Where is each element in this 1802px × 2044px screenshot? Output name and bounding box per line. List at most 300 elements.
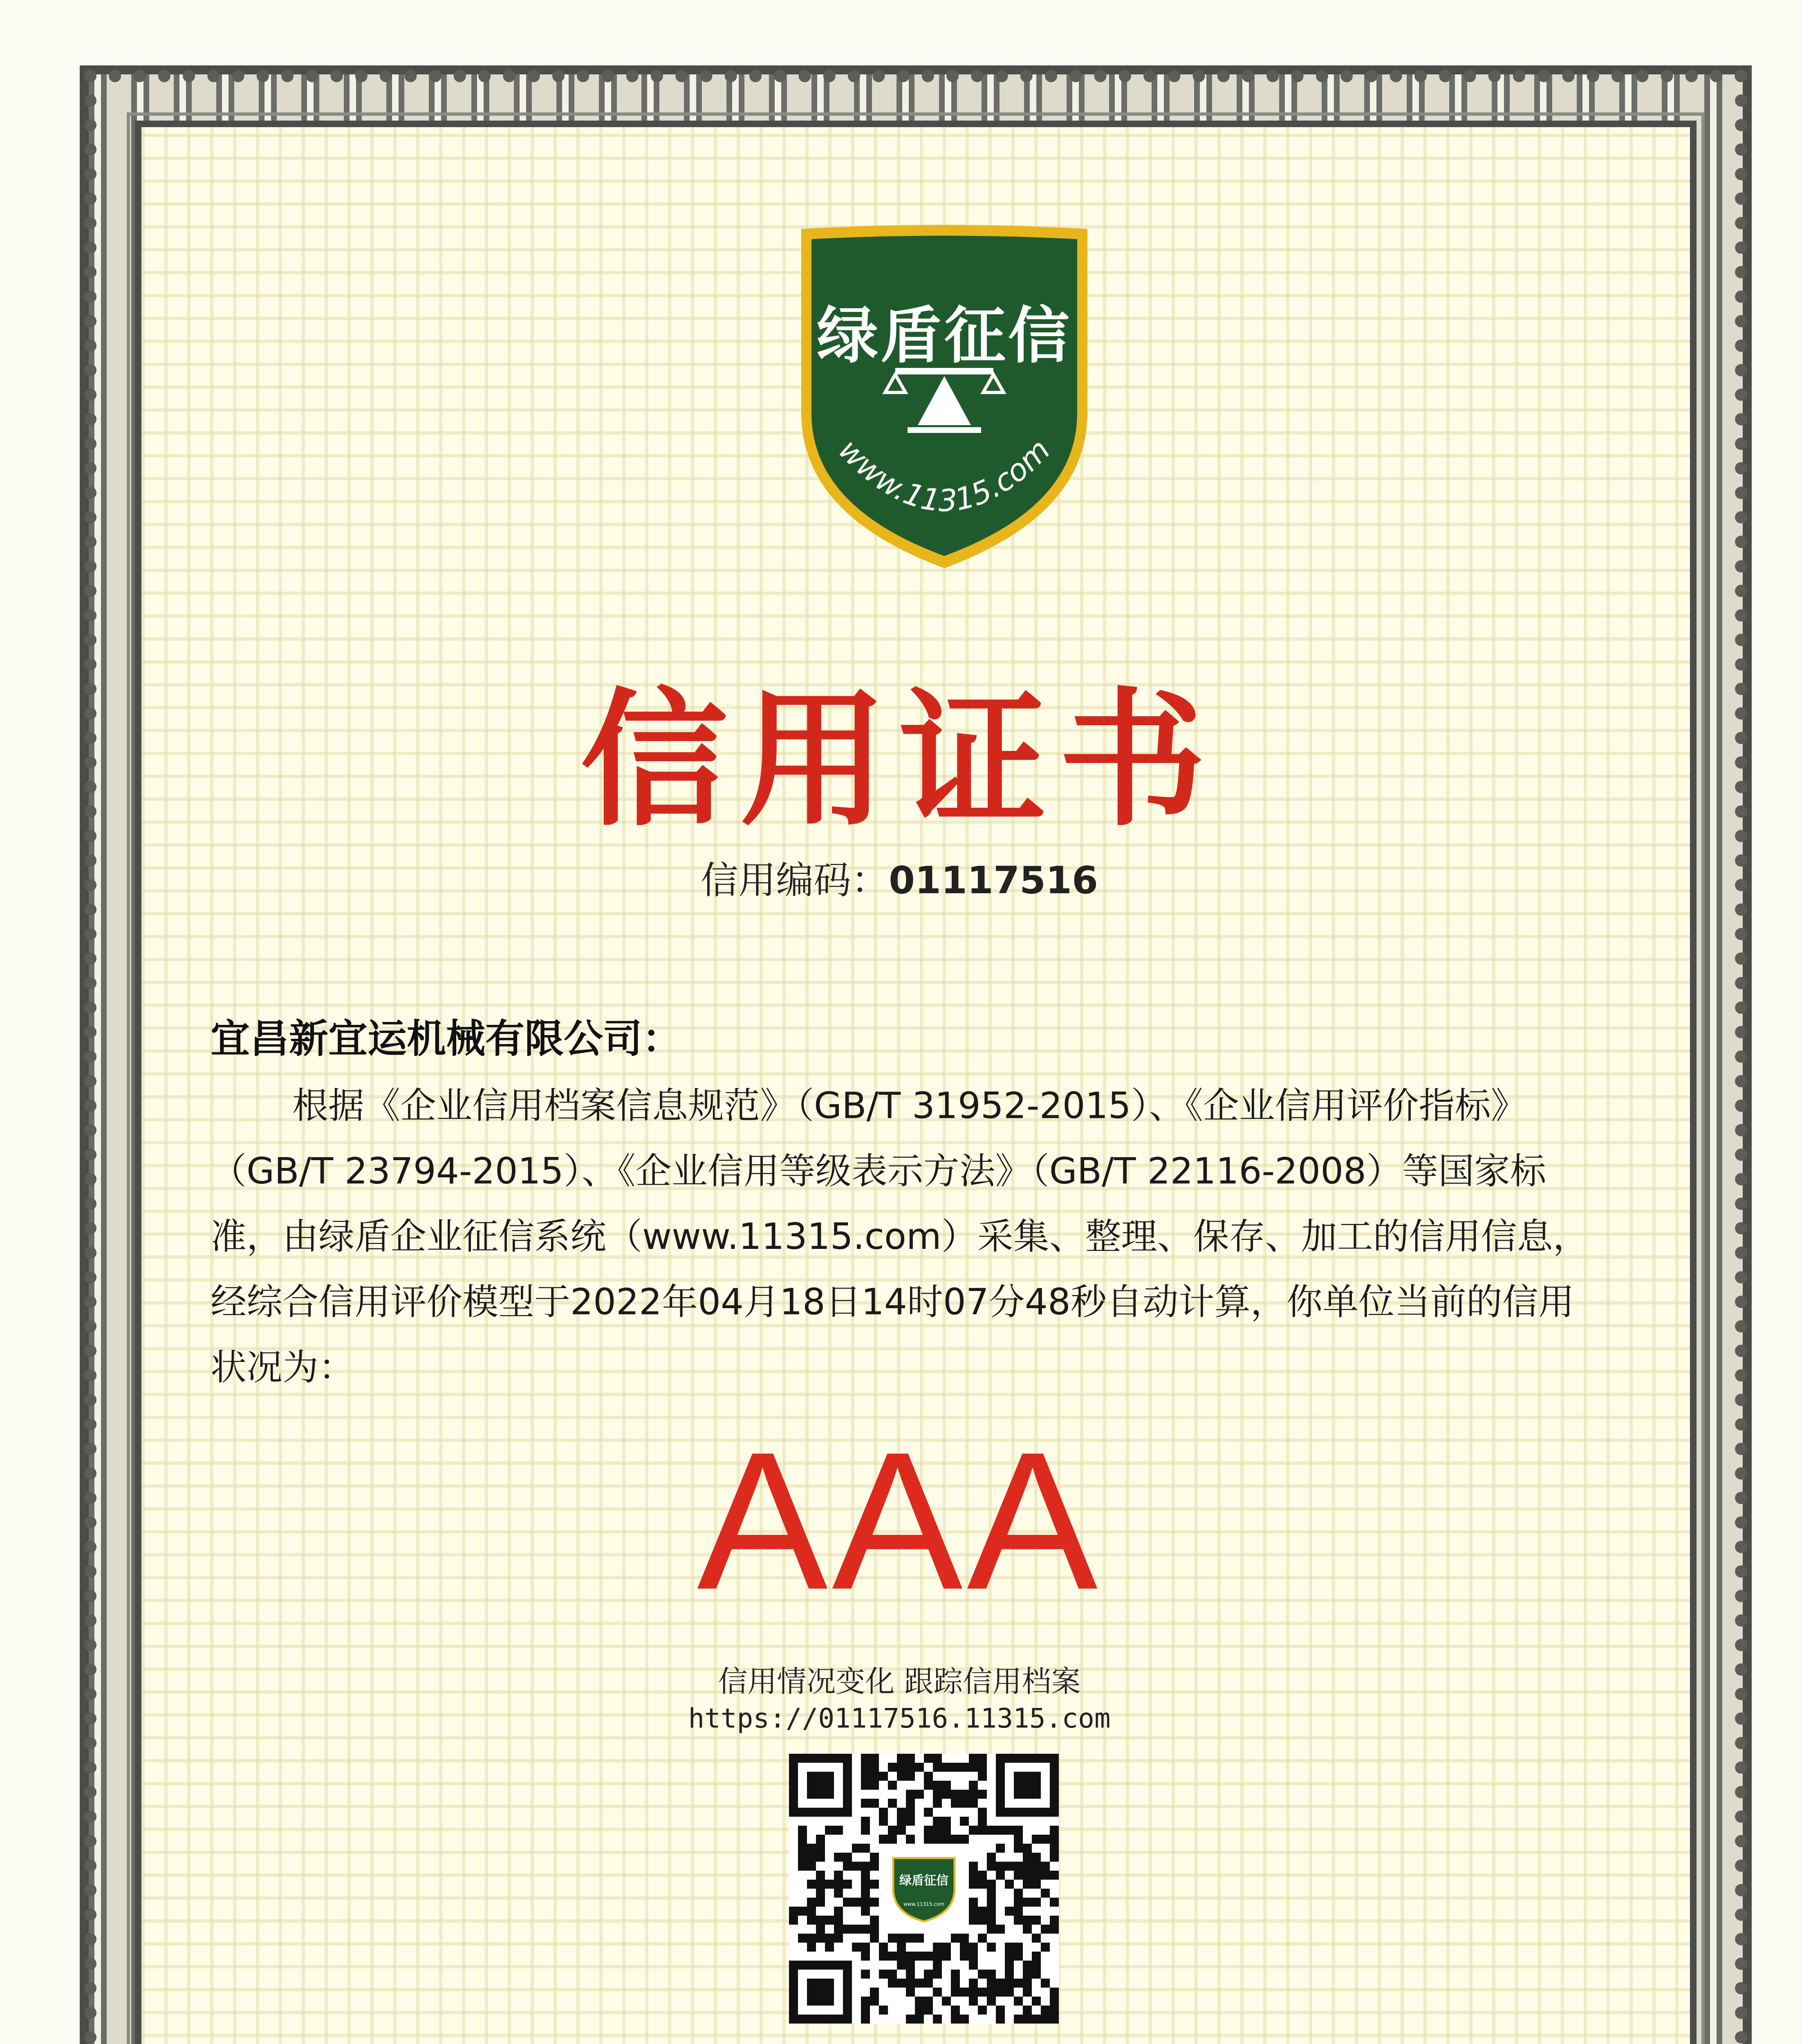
qr-module — [879, 1808, 888, 1817]
qr-module — [1023, 2006, 1032, 2015]
qr-module — [978, 1880, 987, 1889]
qr-module — [843, 1853, 852, 1862]
qr-module — [915, 1934, 924, 1943]
qr-module — [843, 1898, 852, 1907]
qr-module — [879, 1952, 888, 1961]
qr-module — [1023, 1862, 1032, 1871]
qr-module — [987, 1988, 996, 1997]
qr-module — [807, 1907, 816, 1916]
qr-module — [942, 1952, 951, 1961]
qr-module — [924, 1772, 933, 1781]
qr-module — [951, 1988, 960, 1997]
qr-module — [1050, 1826, 1059, 1835]
qr-module — [1005, 1988, 1014, 1997]
qr-module — [924, 1835, 933, 1844]
qr-module — [897, 1826, 906, 1835]
qr-module — [1032, 2015, 1041, 2024]
qr-module — [816, 1871, 825, 1880]
qr-module — [825, 1826, 834, 1835]
qr-module — [870, 1988, 879, 1997]
qr-module — [861, 1826, 870, 1835]
qr-module — [888, 1781, 897, 1790]
qr-module — [915, 1763, 924, 1772]
qr-module — [960, 2015, 969, 2024]
qr-module — [951, 1934, 960, 1943]
qr-module — [978, 1763, 987, 1772]
qr-module — [825, 1916, 834, 1925]
qr-module — [861, 1772, 870, 1781]
qr-module — [942, 1997, 951, 2006]
qr-finder-bottom-left — [789, 1961, 852, 2024]
qr-module — [915, 2015, 924, 2024]
qr-module — [987, 1826, 996, 1835]
qr-module — [1041, 1943, 1050, 1952]
qr-module — [1014, 1997, 1023, 2006]
qr-module — [942, 1943, 951, 1952]
qr-module — [870, 1763, 879, 1772]
qr-module — [834, 1925, 843, 1934]
qr-module — [861, 1970, 870, 1979]
qr-module — [861, 2006, 870, 2015]
credit-rating: AAA — [697, 1411, 1102, 1630]
qr-module — [834, 1889, 843, 1898]
qr-module — [906, 1934, 915, 1943]
qr-module — [924, 1826, 933, 1835]
qr-module — [978, 1826, 987, 1835]
qr-module — [1005, 1943, 1014, 1952]
qr-module — [897, 1961, 906, 1970]
qr-module — [1014, 1889, 1023, 1898]
qr-module — [933, 1961, 942, 1970]
qr-module — [906, 1817, 915, 1826]
qr-module — [1023, 1925, 1032, 1934]
qr-module — [1041, 1889, 1050, 1898]
qr-module — [996, 2006, 1005, 2015]
qr-module — [906, 1979, 915, 1988]
qr-module — [879, 1772, 888, 1781]
qr-module — [852, 1925, 861, 1934]
qr-module — [1023, 1844, 1032, 1853]
qr-module — [861, 2015, 870, 2024]
qr-module — [924, 1781, 933, 1790]
qr-module — [1014, 1916, 1023, 1925]
qr-module — [969, 1961, 978, 1970]
qr-module — [951, 1790, 960, 1799]
qr-module — [1014, 1862, 1023, 1871]
qr-module — [969, 1799, 978, 1808]
qr-module — [915, 2006, 924, 2015]
qr-module — [870, 1880, 879, 1889]
qr-module — [933, 1970, 942, 1979]
qr-module — [807, 1943, 816, 1952]
qr-module — [987, 1979, 996, 1988]
qr-module — [1005, 1826, 1014, 1835]
qr-module — [924, 1979, 933, 1988]
qr-module — [1014, 1952, 1023, 1961]
qr-module — [1041, 1862, 1050, 1871]
qr-module — [978, 2006, 987, 2015]
qr-center-label: 绿盾征信 — [899, 1874, 948, 1888]
qr-module — [933, 1988, 942, 1997]
qr-module — [861, 1889, 870, 1898]
qr-module — [816, 1835, 825, 1844]
qr-module — [951, 1799, 960, 1808]
qr-module — [951, 1835, 960, 1844]
qr-module — [942, 1817, 951, 1826]
qr-module — [951, 1979, 960, 1988]
qr-module — [870, 1925, 879, 1934]
qr-module — [852, 1862, 861, 1871]
qr-center-logo-icon — [887, 1852, 961, 1925]
qr-module — [960, 1790, 969, 1799]
qr-module — [798, 1835, 807, 1844]
qr-module — [1023, 2015, 1032, 2024]
qr-module — [1050, 1835, 1059, 1844]
qr-module — [834, 1826, 843, 1835]
qr-module — [1050, 1988, 1059, 1997]
qr-center-url: www.11315.com — [903, 1901, 944, 1907]
qr-module — [987, 1970, 996, 1979]
qr-module — [1014, 2015, 1023, 2024]
qr-module — [996, 1988, 1005, 1997]
qr-module — [915, 1979, 924, 1988]
qr-module — [870, 1898, 879, 1907]
qr-module — [1014, 1844, 1023, 1853]
qr-module — [978, 1934, 987, 1943]
qr-module — [852, 1943, 861, 1952]
qr-module — [906, 1961, 915, 1970]
qr-module — [816, 1898, 825, 1907]
qr-module — [861, 1898, 870, 1907]
qr-module — [834, 1934, 843, 1943]
qr-module — [987, 1916, 996, 1925]
qr-module — [870, 1754, 879, 1763]
qr-module — [825, 1934, 834, 1943]
qr-module — [906, 1808, 915, 1817]
qr-module — [906, 1970, 915, 1979]
qr-module — [1005, 1979, 1014, 1988]
qr-module — [978, 1754, 987, 1763]
qr-module — [798, 1862, 807, 1871]
qr-module — [1014, 1826, 1023, 1835]
qr-module — [870, 1862, 879, 1871]
certificate-title: 信用证书 — [580, 673, 1218, 846]
qr-module — [1005, 1862, 1014, 1871]
qr-module — [843, 1862, 852, 1871]
qr-finder-top-left — [789, 1754, 852, 1817]
qr-module — [1023, 1880, 1032, 1889]
qr-module — [987, 1907, 996, 1916]
qr-module — [879, 1943, 888, 1952]
qr-module — [834, 1880, 843, 1889]
qr-module — [969, 1763, 978, 1772]
qr-module — [816, 1844, 825, 1853]
qr-module — [879, 1817, 888, 1826]
qr-module — [888, 1799, 897, 1808]
qr-module — [852, 1844, 861, 1853]
qr-module — [915, 1997, 924, 2006]
qr-module — [834, 1871, 843, 1880]
qr-module — [951, 1763, 960, 1772]
qr-module — [933, 1817, 942, 1826]
tracking-text: 信用情况变化 跟踪信用档案 — [718, 1664, 1081, 1699]
qr-module — [969, 1871, 978, 1880]
qr-module — [897, 1943, 906, 1952]
qr-module — [1041, 2006, 1050, 2015]
qr-module — [906, 2015, 915, 2024]
qr-module — [906, 1754, 915, 1763]
qr-module — [960, 1952, 969, 1961]
qr-module — [1041, 1871, 1050, 1880]
qr-module — [924, 1808, 933, 1817]
shield-url-text: www.11315.com — [832, 432, 1057, 519]
qr-module — [888, 1952, 897, 1961]
qr-module — [969, 1979, 978, 1988]
qr-module — [897, 1808, 906, 1817]
qr-module — [1032, 1862, 1041, 1871]
qr-module — [834, 1853, 843, 1862]
qr-module — [861, 1907, 870, 1916]
qr-module — [969, 1898, 978, 1907]
qr-module — [897, 1763, 906, 1772]
qr-module — [870, 1916, 879, 1925]
qr-module — [1014, 1898, 1023, 1907]
qr-module — [1050, 1997, 1059, 2006]
qr-module — [1050, 1844, 1059, 1853]
qr-module — [1032, 1997, 1041, 2006]
qr-module — [1014, 1943, 1023, 1952]
qr-module — [978, 1772, 987, 1781]
qr-module — [834, 1907, 843, 1916]
qr-module — [816, 1889, 825, 1898]
qr-module — [906, 1799, 915, 1808]
qr-module — [888, 1835, 897, 1844]
qr-module — [978, 1988, 987, 1997]
qr-module — [1041, 2015, 1050, 2024]
qr-module — [924, 2006, 933, 2015]
qr-module — [969, 1862, 978, 1871]
qr-module — [960, 1817, 969, 1826]
qr-module — [987, 1889, 996, 1898]
qr-module — [1014, 1835, 1023, 1844]
qr-module — [1023, 1853, 1032, 1862]
certificate-body — [211, 1073, 1682, 1400]
qr-module — [870, 1853, 879, 1862]
qr-module — [1041, 1925, 1050, 1934]
qr-module — [798, 1907, 807, 1916]
qr-module — [816, 1916, 825, 1925]
qr-module — [870, 1934, 879, 1943]
qr-module — [1005, 1880, 1014, 1889]
body-line: 根据《企业信用档案信息规范》（GB/T 31952-2015）、《企业信用评价指标》 — [292, 1085, 1527, 1127]
qr-module — [1050, 2015, 1059, 2024]
qr-module — [987, 1943, 996, 1952]
qr-module — [942, 1835, 951, 1844]
qr-module — [861, 1862, 870, 1871]
qr-module — [987, 1925, 996, 1934]
qr-module — [861, 1925, 870, 1934]
qr-module — [906, 1952, 915, 1961]
qr-module — [1050, 1916, 1059, 1925]
qr-module — [888, 1826, 897, 1835]
qr-module — [996, 1871, 1005, 1880]
qr-module — [834, 1916, 843, 1925]
qr-module — [996, 1925, 1005, 1934]
qr-finder-top-right — [996, 1754, 1059, 1817]
qr-module — [978, 1916, 987, 1925]
qr-module — [933, 1943, 942, 1952]
qr-module — [915, 1790, 924, 1799]
qr-module — [816, 1880, 825, 1889]
qr-module — [969, 1781, 978, 1790]
qr-module — [951, 2006, 960, 2015]
qr-module — [1023, 1916, 1032, 1925]
qr-module — [996, 1844, 1005, 1853]
qr-module — [1050, 1871, 1059, 1880]
qr-module — [933, 1835, 942, 1844]
qr-module — [798, 1934, 807, 1943]
credit-code-label: 信用编码： — [700, 858, 889, 902]
qr-module — [843, 1880, 852, 1889]
qr-module — [861, 1952, 870, 1961]
qr-module — [861, 1943, 870, 1952]
qr-module — [879, 1835, 888, 1844]
qr-module — [798, 1826, 807, 1835]
qr-module — [933, 1754, 942, 1763]
qr-module — [1050, 1898, 1059, 1907]
qr-module — [951, 2015, 960, 2024]
qr-module — [978, 1970, 987, 1979]
qr-module — [870, 1781, 879, 1790]
qr-module — [996, 2015, 1005, 2024]
qr-module — [951, 1970, 960, 1979]
qr-module — [933, 2015, 942, 2024]
qr-module — [987, 1997, 996, 2006]
qr-module — [897, 1979, 906, 1988]
qr-module — [807, 1862, 816, 1871]
qr-module — [978, 1817, 987, 1826]
qr-module — [789, 1907, 798, 1916]
qr-module — [807, 1898, 816, 1907]
body-line: 准，由绿盾企业征信系统（www.11315.com）采集、整理、保存、加工的信用信息， — [211, 1215, 1589, 1257]
qr-module — [942, 1781, 951, 1790]
qr-module — [987, 1880, 996, 1889]
qr-module — [843, 1925, 852, 1934]
qr-module — [906, 1988, 915, 1997]
qr-module — [1032, 1952, 1041, 1961]
qr-module — [879, 2006, 888, 2015]
qr-module — [933, 1763, 942, 1772]
qr-module — [969, 1790, 978, 1799]
qr-module — [933, 1790, 942, 1799]
qr-module — [942, 1790, 951, 1799]
qr-module — [897, 1817, 906, 1826]
qr-module — [969, 1943, 978, 1952]
qr-module — [924, 1952, 933, 1961]
qr-module — [1023, 1970, 1032, 1979]
qr-code[interactable] — [789, 1754, 1059, 2024]
qr-module — [870, 1997, 879, 2006]
qr-module — [861, 1754, 870, 1763]
qr-module — [807, 1853, 816, 1862]
qr-module — [969, 1754, 978, 1763]
qr-module — [1032, 1835, 1041, 1844]
qr-module — [996, 1979, 1005, 1988]
qr-module — [1032, 1880, 1041, 1889]
qr-module — [906, 1790, 915, 1799]
qr-module — [1032, 1871, 1041, 1880]
qr-module — [825, 1880, 834, 1889]
qr-module — [897, 1772, 906, 1781]
qr-module — [969, 1880, 978, 1889]
qr-module — [879, 1970, 888, 1979]
qr-module — [969, 1952, 978, 1961]
qr-module — [1050, 1853, 1059, 1862]
qr-module — [978, 1907, 987, 1916]
shield-logo-icon — [793, 221, 1096, 572]
qr-module — [924, 1997, 933, 2006]
qr-module — [960, 1835, 969, 1844]
body-line: 状况为： — [211, 1346, 355, 1388]
qr-module — [861, 1799, 870, 1808]
body-line: 经综合信用评价模型于2022年04月18日14时07分48秒自动计算，你单位当前的信用 — [211, 1281, 1574, 1323]
qr-module — [789, 1916, 798, 1925]
qr-module — [861, 1997, 870, 2006]
qr-module — [1032, 1898, 1041, 1907]
qr-module — [924, 1754, 933, 1763]
qr-module — [1014, 1979, 1023, 1988]
qr-module — [861, 1871, 870, 1880]
qr-module — [870, 1799, 879, 1808]
qr-module — [996, 1826, 1005, 1835]
shield-logo-title: 绿盾征信 — [816, 300, 1072, 372]
qr-module — [933, 1952, 942, 1961]
qr-module — [897, 1754, 906, 1763]
qr-module — [906, 1763, 915, 1772]
qr-module — [807, 1934, 816, 1943]
tracking-url[interactable]: https://01117516.11315.com — [688, 1703, 1111, 1734]
qr-module — [960, 1934, 969, 1943]
qr-module — [960, 1943, 969, 1952]
qr-module — [816, 1925, 825, 1934]
qr-module — [942, 1826, 951, 1835]
qr-module — [987, 1853, 996, 1862]
qr-module — [960, 1988, 969, 1997]
qr-module — [870, 1772, 879, 1781]
qr-module — [969, 1907, 978, 1916]
qr-module — [1005, 1961, 1014, 1970]
credit-code-value: 01117516 — [888, 858, 1098, 902]
qr-module — [897, 1934, 906, 1943]
qr-module — [933, 1781, 942, 1790]
qr-module — [888, 1970, 897, 1979]
qr-module — [978, 1790, 987, 1799]
credit-code — [409, 850, 1390, 904]
qr-module — [906, 1772, 915, 1781]
qr-module — [816, 1853, 825, 1862]
qr-module — [915, 1952, 924, 1961]
qr-module — [816, 1934, 825, 1943]
qr-module — [1032, 1916, 1041, 1925]
qr-module — [1023, 1988, 1032, 1997]
qr-module — [888, 1934, 897, 1943]
qr-module — [1005, 1907, 1014, 1916]
qr-module — [1041, 1835, 1050, 1844]
qr-module — [978, 1808, 987, 1817]
qr-module — [897, 1952, 906, 1961]
qr-module — [978, 1871, 987, 1880]
qr-module — [933, 1826, 942, 1835]
